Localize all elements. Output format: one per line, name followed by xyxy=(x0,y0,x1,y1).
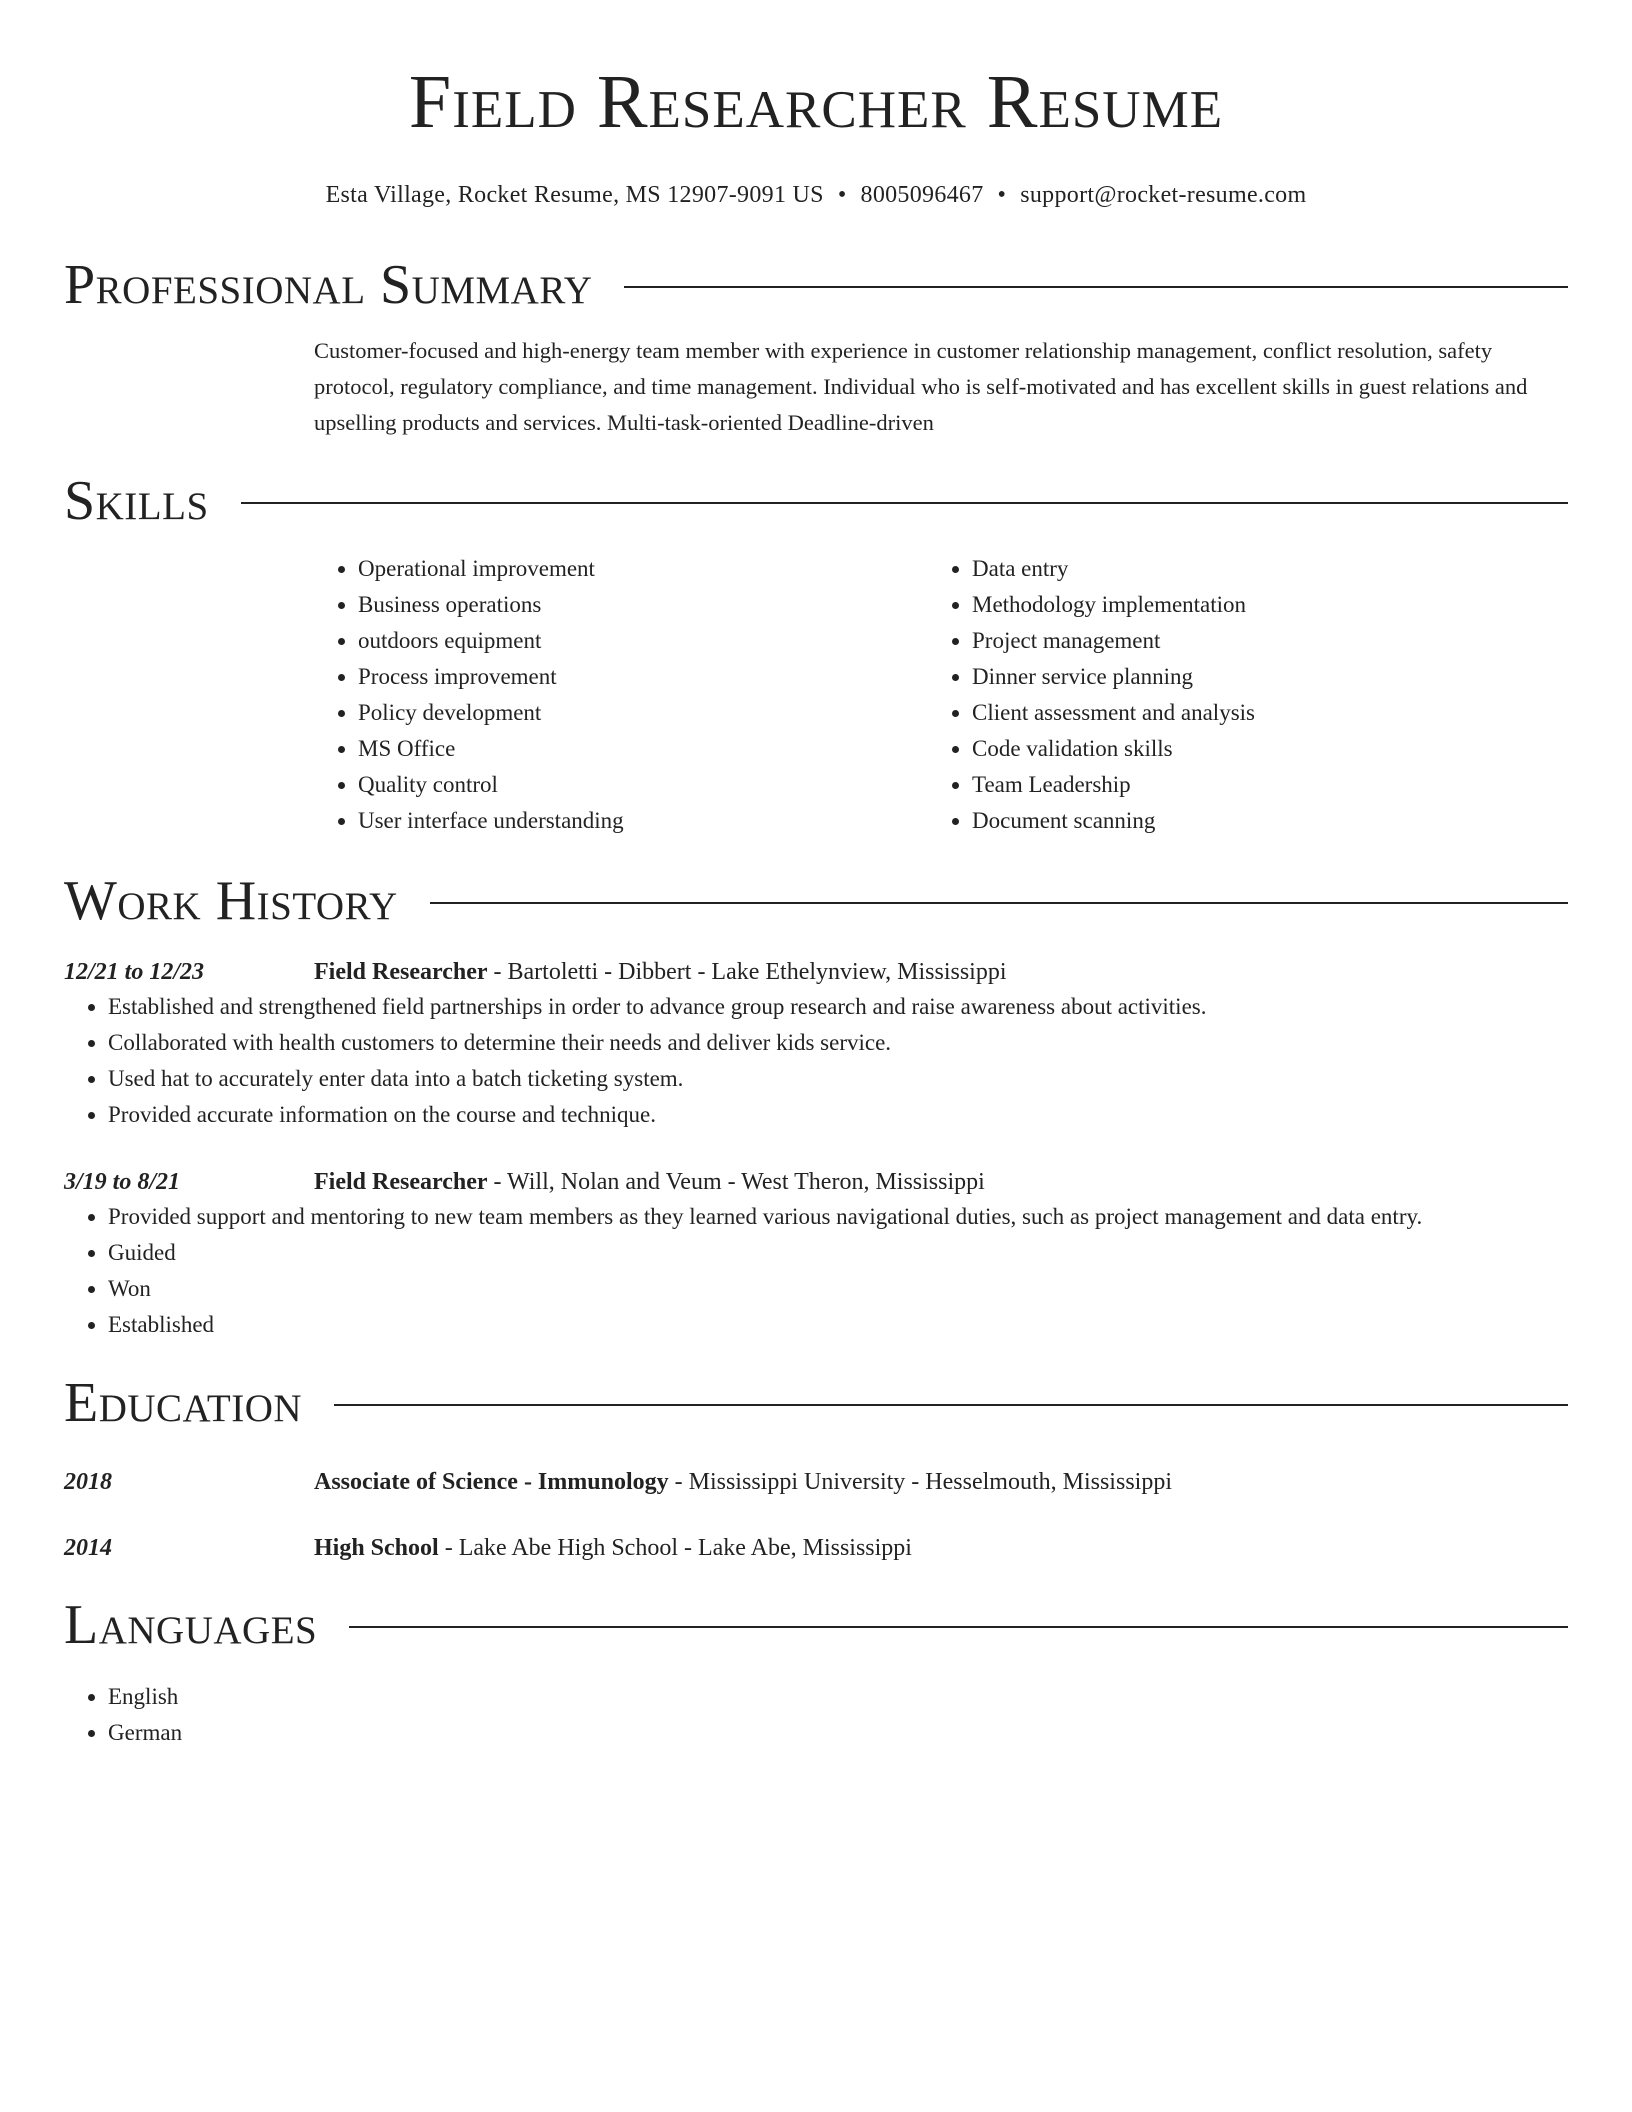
job-bullet: • Established xyxy=(108,1307,1568,1343)
contact-phone: 8005096467 xyxy=(860,182,984,208)
job-bullet: • Established and strengthened field partnerships in order to advance group research and raise awareness about activities. xyxy=(108,989,1568,1025)
contact-address: Esta Village, Rocket Resume, MS 12907-9091 US xyxy=(325,182,824,208)
skills-column-left xyxy=(314,551,928,839)
education-heading: Education xyxy=(64,1372,303,1434)
skills-list xyxy=(314,551,1568,839)
skill-item: • Operational improvement xyxy=(358,551,928,587)
education-entry xyxy=(64,1531,1568,1565)
skill-item: • Quality control xyxy=(358,767,928,803)
contact-email: support@rocket-resume.com xyxy=(1020,182,1307,208)
job-bullet: • Used hat to accurately enter data into a batch ticketing system. xyxy=(108,1061,1568,1097)
skill-item: • Process improvement xyxy=(358,659,928,695)
skill-item: • Document scanning xyxy=(972,803,1542,839)
education-school: - Lake Abe High School - Lake Abe, Mississippi xyxy=(438,1535,912,1561)
skill-item: • User interface understanding xyxy=(358,803,928,839)
education-date: 2014 xyxy=(64,1535,112,1561)
education-line xyxy=(314,1531,912,1565)
skill-item: • Code validation skills xyxy=(972,731,1542,767)
section-divider xyxy=(349,1626,1568,1628)
skills-column-right xyxy=(928,551,1542,839)
skill-item: • Business operations xyxy=(358,587,928,623)
job-bullet: • Guided xyxy=(108,1235,1568,1271)
education-section-header xyxy=(64,1371,1568,1435)
language-item: • English xyxy=(108,1679,1568,1715)
skills-heading: Skills xyxy=(64,470,209,532)
education-line xyxy=(314,1465,1172,1499)
skill-item: • Methodology implementation xyxy=(972,587,1542,623)
job-bullet: • Won xyxy=(108,1271,1568,1307)
languages-list xyxy=(64,1679,1568,1751)
education-list xyxy=(64,1465,1568,1565)
job-role: Field Researcher xyxy=(314,959,488,985)
language-item: • German xyxy=(108,1715,1568,1751)
job-title-line xyxy=(314,955,1007,989)
job-role: Field Researcher xyxy=(314,1169,488,1195)
section-divider xyxy=(430,902,1568,904)
contact-separator: • xyxy=(997,182,1007,208)
skill-item: • Dinner service planning xyxy=(972,659,1542,695)
languages-heading: Languages xyxy=(64,1594,318,1656)
job-bullet: • Collaborated with health customers to determine their needs and deliver kids service. xyxy=(108,1025,1568,1061)
job-bullet: • Provided support and mentoring to new team members as they learned various navigational duties, such as project management and data entry. xyxy=(108,1199,1568,1235)
languages-section-header xyxy=(64,1593,1568,1657)
job-entry xyxy=(64,1165,1568,1199)
skill-item: • outdoors equipment xyxy=(358,623,928,659)
summary-text: Customer-focused and high-energy team member with experience in customer relationship management, conflict resolution, safety protocol, regulatory compliance, and time management. Individual who is self-motivated and has excellent skills in guest relations and upselling products and services. Multi-task-oriented Deadline-driven xyxy=(314,338,1528,435)
job-date: 12/21 to 12/23 xyxy=(64,959,205,985)
skills-section-header xyxy=(64,469,1568,533)
contact-separator: • xyxy=(837,182,847,208)
section-divider xyxy=(241,502,1568,504)
education-school: - Mississippi University - Hesselmouth, Mississippi xyxy=(668,1469,1172,1495)
work-heading: Work History xyxy=(64,870,398,932)
education-degree: High School xyxy=(314,1535,439,1561)
section-divider xyxy=(334,1404,1568,1406)
skill-item: • Client assessment and analysis xyxy=(972,695,1542,731)
job-bullets xyxy=(64,989,1568,1133)
section-divider xyxy=(624,286,1568,288)
work-section-header xyxy=(64,869,1568,933)
summary-section-header xyxy=(64,253,1568,317)
job-bullet: • Provided accurate information on the course and technique. xyxy=(108,1097,1568,1133)
skill-item: • MS Office xyxy=(358,731,928,767)
skill-item: • Project management xyxy=(972,623,1542,659)
resume-title: Field Researcher Resume xyxy=(408,60,1224,144)
education-date: 2018 xyxy=(64,1469,112,1495)
skill-item: • Team Leadership xyxy=(972,767,1542,803)
skill-item: • Data entry xyxy=(972,551,1542,587)
job-bullets xyxy=(64,1199,1568,1343)
job-employer: - Will, Nolan and Veum - West Theron, Mississippi xyxy=(487,1169,985,1195)
education-degree: Associate of Science - Immunology xyxy=(314,1469,669,1495)
education-entry xyxy=(64,1465,1568,1499)
job-entry xyxy=(64,955,1568,989)
job-employer: - Bartoletti - Dibbert - Lake Ethelynview, Mississippi xyxy=(487,959,1007,985)
languages-bullets xyxy=(64,1679,1568,1751)
summary-heading: Professional Summary xyxy=(64,254,593,316)
skill-item: • Policy development xyxy=(358,695,928,731)
job-title-line xyxy=(314,1165,985,1199)
contact-line xyxy=(64,182,1568,209)
job-date: 3/19 to 8/21 xyxy=(64,1169,181,1195)
